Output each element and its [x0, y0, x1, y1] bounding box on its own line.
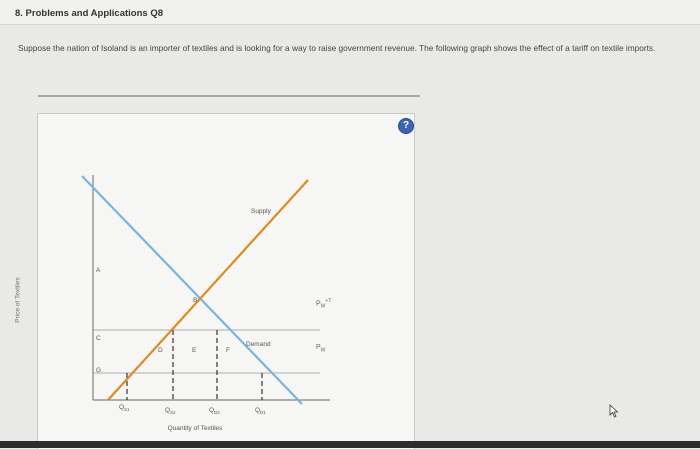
pw-label: $P_W$ [316, 344, 326, 354]
svg-text:S1: S1 [124, 407, 130, 412]
help-icon[interactable]: ? [398, 118, 414, 134]
svg-text:Q: Q [255, 407, 261, 414]
svg-text:D2: D2 [214, 410, 220, 415]
y-axis-title: Price of Textiles [14, 277, 22, 323]
supply-curve [108, 180, 308, 400]
svg-text:Q: Q [165, 407, 171, 414]
svg-text:S2: S2 [170, 410, 176, 415]
qd2-label [209, 407, 220, 415]
svg-text:Q: Q [119, 404, 125, 411]
region-label-b: B [193, 297, 198, 304]
pw-plus-t-label: $P_W^{+T}$ [316, 298, 332, 310]
region-label-a: A [96, 267, 101, 274]
svg-text:D1: D1 [260, 410, 266, 415]
section-title: 8. Problems and Applications Q8 [15, 8, 163, 19]
qs1-label [119, 404, 130, 412]
qd1-label [255, 407, 266, 415]
region-label-g: G [96, 367, 102, 374]
svg-text:Q: Q [209, 407, 215, 414]
region-label-e: E [192, 347, 197, 354]
bottom-bar [0, 441, 700, 448]
region-label-c: C [96, 335, 101, 342]
question-text: Suppose the nation of Isoland is an importer of textiles and is looking for a way to raise government revenue. The following graph shows the effect of a tariff on textile imports. [18, 43, 656, 53]
demand-label: Demand [246, 341, 271, 348]
qs2-label [165, 407, 176, 415]
x-axis-title: Quantity of Textiles [167, 425, 223, 432]
mouse-cursor-icon [609, 404, 619, 418]
region-label-f: F [226, 347, 230, 354]
supply-label: Supply [251, 208, 271, 215]
region-label-d: D [158, 347, 163, 354]
